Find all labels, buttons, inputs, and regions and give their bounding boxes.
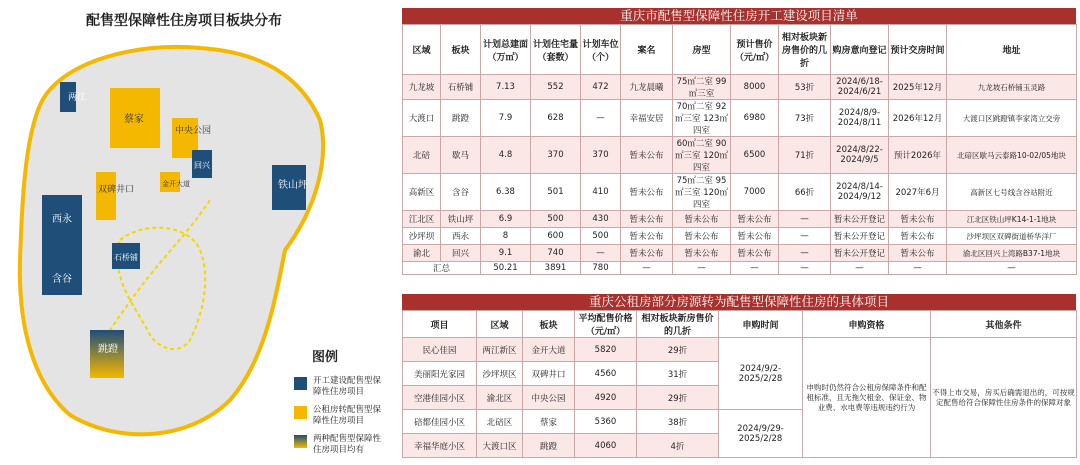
cell: 500 [581,228,621,245]
cell: 暂未公布 [673,228,731,245]
header-cell: 计划住宅量（套数） [531,25,581,75]
cell: 501 [531,174,581,211]
cell: 沙坪坝区双碑街道桥华洋厂 [947,228,1077,245]
label-caijia: 蔡家 [124,114,144,125]
label-shuangbei: 双碑井口 [98,185,135,195]
cell: 渝北区 [477,386,523,410]
total-cell: 780 [581,262,621,275]
total-cell: — [779,262,831,275]
cell: 大渡口区跳蹬镇李家湾立交旁 [947,100,1077,137]
header-cell: 申购资格 [803,311,931,338]
table2-title: 重庆公租房部分房源转为配售型保障性住房的具体项目 [402,294,1076,310]
cell: 暂未公布 [621,174,673,211]
header-cell: 申购时间 [719,311,803,338]
cell: 暂未公布 [889,211,947,228]
cell: 双碑井口 [523,362,575,386]
cell: 大渡口区 [477,434,523,458]
table1-body [403,75,1077,262]
table2-container [402,294,1076,458]
cell: 暂未公开登记 [831,211,889,228]
cell: 跳蹬 [441,100,481,137]
total-label: 汇总 [403,262,481,275]
cell: — [779,211,831,228]
table-row [403,228,1077,245]
label-zhongyang: 中央公园 [175,126,212,136]
legend-label: 两种配售型保障性住房项目均有 [313,434,382,455]
cell: 370 [581,137,621,174]
header-cell: 购房意向登记 [831,25,889,75]
map-title: 配售型保障性住房项目板块分布 [86,13,282,29]
cell: 6500 [731,137,779,174]
cell: 江北区铁山坪K14-1-1地块 [947,211,1077,228]
cell: 430 [581,211,621,228]
cell: 370 [531,137,581,174]
header-cell: 相对板块新房售价的几折 [779,25,831,75]
cell: 8000 [731,75,779,100]
header-cell: 案名 [621,25,673,75]
cell: 75㎡二室 95㎡三室 120㎡四室 [673,174,731,211]
cell: 500 [531,211,581,228]
cell: 九龙坡石桥铺玉灵路 [947,75,1077,100]
cell: 暂未公开登记 [831,245,889,262]
legend-item-yellow [294,405,387,427]
cell: 38折 [637,410,719,434]
cell: 29折 [637,386,719,410]
table-row [403,245,1077,262]
cell: 北碚区歇马云泰路10-02/05地块 [947,137,1077,174]
label-liangjiang: 两江 [68,93,87,103]
cell: 渝北 [403,245,441,262]
table2-header-row [403,311,1077,338]
cell: 7.9 [481,100,531,137]
label-huixing: 回兴 [194,161,210,170]
table1 [402,24,1077,275]
cell: 暂未公布 [731,211,779,228]
header-cell: 项目 [403,311,477,338]
cell: 8 [481,228,531,245]
table-row [403,211,1077,228]
cell: 暂未公布 [621,228,673,245]
table1-container [402,8,1076,275]
district-map [0,0,390,465]
cell: 6.38 [481,174,531,211]
cell: 4920 [575,386,637,410]
cell: 暂未公布 [621,211,673,228]
total-cell: 3891 [531,262,581,275]
cell: 552 [531,75,581,100]
cell: 75㎡二室 99㎡三室 [673,75,731,100]
cell: 71折 [779,137,831,174]
cell: 暂未公布 [621,245,673,262]
legend-swatch-mixed [294,435,307,448]
cell: 53折 [779,75,831,100]
label-tieshanping: 铁山坪 [278,180,308,191]
total-cell: — [831,262,889,275]
header-cell: 计划总建面（万㎡） [481,25,531,75]
cell: 九龙坡 [403,75,441,100]
total-cell: — [673,262,731,275]
cell: 幸福安居 [621,100,673,137]
cell: 2024/8/9-2024/8/11 [831,100,889,137]
cell: 2027年6月 [889,174,947,211]
table2 [402,310,1077,458]
table-row [403,75,1077,100]
cell: 空港佳园小区 [403,386,477,410]
cell: 中央公园 [523,386,575,410]
cell: 暂未公布 [889,245,947,262]
cell: 北碚区 [477,410,523,434]
cell: 跳蹬 [523,434,575,458]
cell: 沙坪坝 [403,228,441,245]
cell: 幸福华庭小区 [403,434,477,458]
total-cell: — [889,262,947,275]
header-cell: 预计交房时间 [889,25,947,75]
header-cell: 预计售价（元/㎡） [731,25,779,75]
cell: 628 [531,100,581,137]
cell: 5820 [575,338,637,362]
cell: 4060 [575,434,637,458]
header-cell: 其他条件 [931,311,1077,338]
label-shiqiao: 石桥铺 [114,253,138,262]
cell: 江北区 [403,211,441,228]
table1-header-row [403,25,1077,75]
cell: 4560 [575,362,637,386]
cell: — [581,100,621,137]
cell: 7000 [731,174,779,211]
legend-label: 开工建设配售型保障性住房项目 [313,376,382,397]
cell: 金开大道 [523,338,575,362]
cell: 含谷 [441,174,481,211]
header-cell: 板块 [523,311,575,338]
total-cell: — [947,262,1077,275]
cell: 西永 [441,228,481,245]
cell: 472 [581,75,621,100]
label-xiyong: 西永 [52,214,72,225]
table-row [403,137,1077,174]
header-cell: 板块 [441,25,481,75]
apply-time-2: 2024/9/29-2025/2/28 [719,410,803,458]
header-cell: 区域 [477,311,523,338]
table1-total-row [403,262,1077,275]
cell: 北碚 [403,137,441,174]
cell: 31折 [637,362,719,386]
area-shuangbei [96,172,116,220]
cell: 70㎡二室 92㎡三室 123㎡四室 [673,100,731,137]
cell: 600 [531,228,581,245]
cell: 66折 [779,174,831,211]
qualification-cell: 申购时仍然符合公租房保障条件和配租标准，且无拖欠租金、保证金、物业费、水电费等违规违约行为 [803,338,931,458]
total-cell: 50.21 [481,262,531,275]
cell: 暂未公布 [889,228,947,245]
legend-title: 图例 [312,350,339,365]
other-conditions-cell: 不得上市交易，房买后确需退出的，可按规定配售给符合保障性住房条件的保障对象 [931,338,1077,458]
legend-label: 公租房转配售型保障性住房项目 [313,405,382,426]
cell: 暂未公布 [673,211,731,228]
cell: 2024/8/14-2024/9/12 [831,174,889,211]
cell: 歇马 [441,137,481,174]
cell: 2025年12月 [889,75,947,100]
cell: 预计2026年 [889,137,947,174]
cell: 回兴 [441,245,481,262]
cell: 铁山坪 [441,211,481,228]
cell: 渝北区回兴上湾路B37-1地块 [947,245,1077,262]
header-cell: 地址 [947,25,1077,75]
cell: — [581,245,621,262]
header-cell: 平均配售价格（元/㎡） [575,311,637,338]
table-row [403,100,1077,137]
cell: 5360 [575,410,637,434]
label-hangu: 含谷 [52,274,72,285]
total-cell: — [621,262,673,275]
cell: 两江新区 [477,338,523,362]
cell: 410 [581,174,621,211]
header-cell: 区域 [403,25,441,75]
table-row [403,338,1077,362]
cell: 60㎡二室 90㎡三室 120㎡四室 [673,137,731,174]
table-row [403,174,1077,211]
cell: 6.9 [481,211,531,228]
label-tiaodeng: 跳蹬 [98,344,118,355]
header-cell: 计划车位（个） [581,25,621,75]
cell: 暂未公开登记 [831,228,889,245]
cell: — [779,228,831,245]
cell: 暂未公布 [673,245,731,262]
cell: 碚都佳园小区 [403,410,477,434]
cell: 740 [531,245,581,262]
cell: 民心佳园 [403,338,477,362]
cell: 高新区 [403,174,441,211]
cell: 沙坪坝区 [477,362,523,386]
table1-title: 重庆市配售型保障性住房开工建设项目清单 [402,8,1076,24]
cell: 高新区七号线含谷站附近 [947,174,1077,211]
legend-item-blue [294,376,387,398]
cell: 2024/8/22-2024/9/5 [831,137,889,174]
cell: 暂未公布 [731,245,779,262]
cell: 9.1 [481,245,531,262]
cell: 2024/6/18-2024/6/21 [831,75,889,100]
cell: 暂未公布 [621,137,673,174]
cell: 2026年12月 [889,100,947,137]
cell: 大渡口 [403,100,441,137]
cell: — [779,245,831,262]
cell: 石桥铺 [441,75,481,100]
cell: 暂未公布 [731,228,779,245]
cell: 美丽阳光家园 [403,362,477,386]
header-cell: 房型 [673,25,731,75]
legend-item-mixed [294,434,387,456]
cell: 4.8 [481,137,531,174]
label-jinkai: 金开大道 [162,180,190,188]
cell: 7.13 [481,75,531,100]
header-cell: 相对板块新房售价的几折 [637,311,719,338]
legend-swatch-yellow [294,406,307,419]
legend-swatch-blue [294,377,307,390]
total-cell: — [731,262,779,275]
apply-time-1: 2024/9/2-2025/2/28 [719,338,803,410]
cell: 29折 [637,338,719,362]
cell: 九龙晨曦 [621,75,673,100]
cell: 蔡家 [523,410,575,434]
cell: 6980 [731,100,779,137]
cell: 4折 [637,434,719,458]
cell: 73折 [779,100,831,137]
